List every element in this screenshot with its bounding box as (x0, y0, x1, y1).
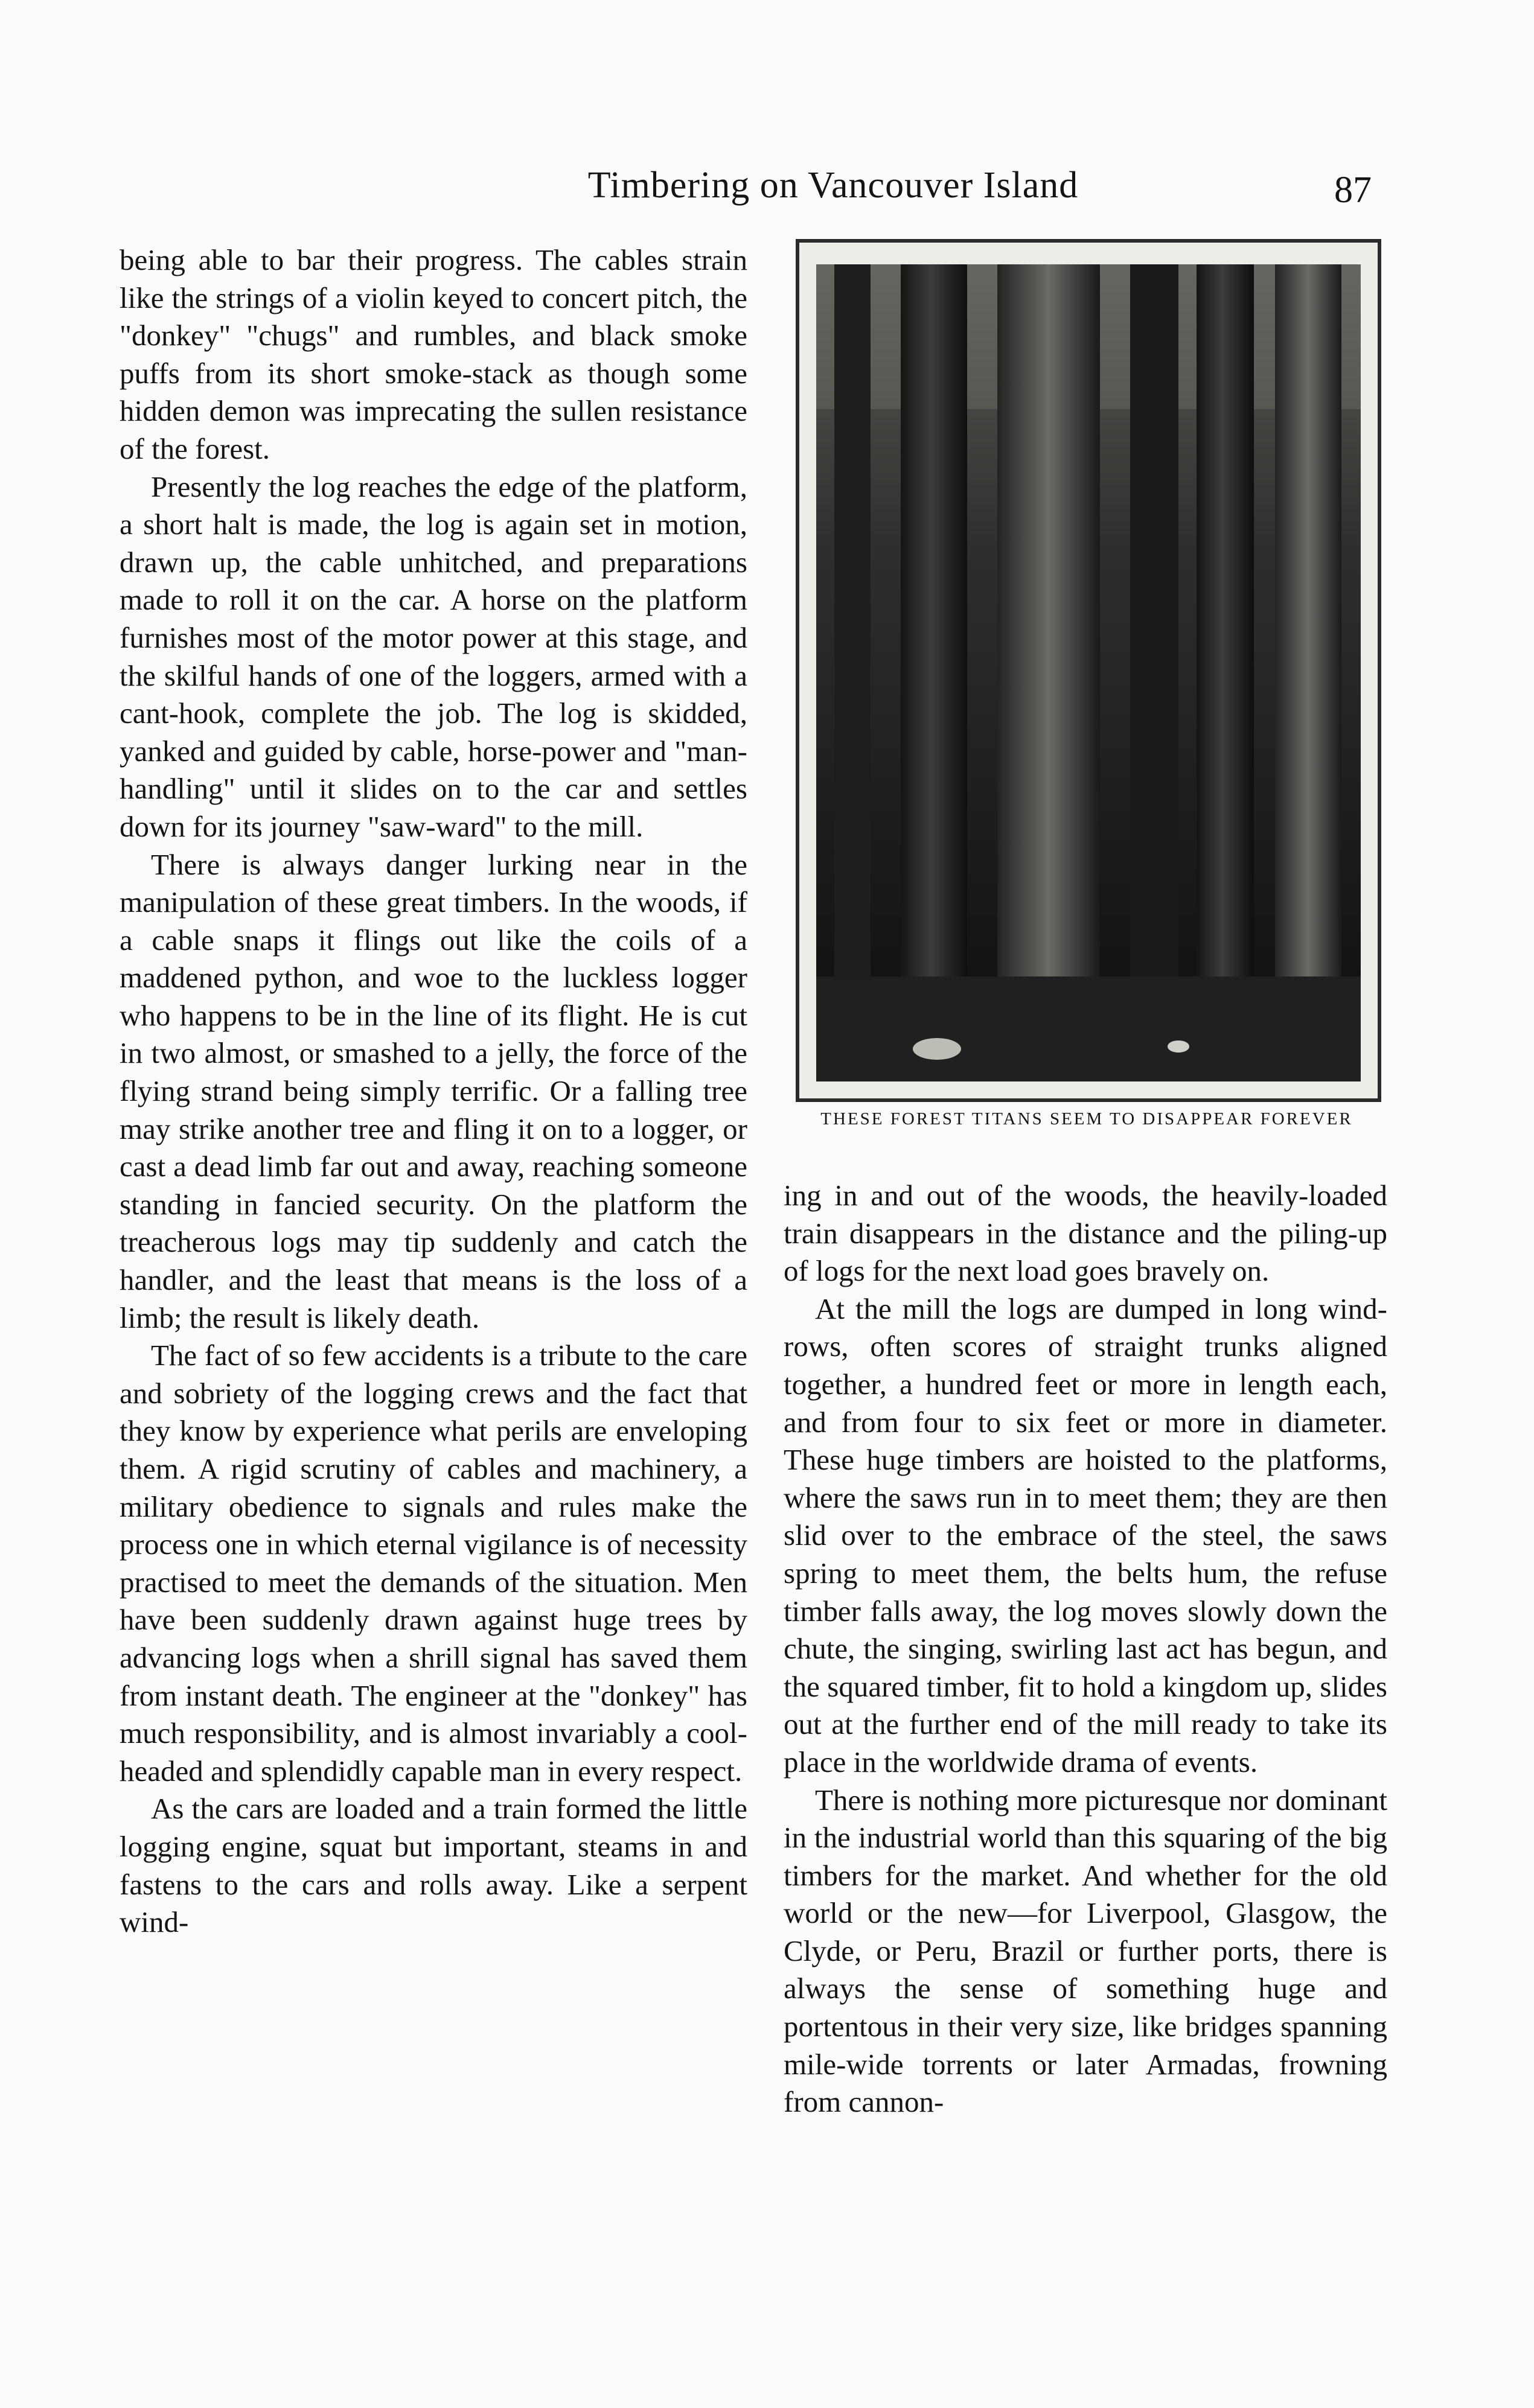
paragraph: There is always danger lurking near in the manipulation of these great timbers. In the woods, if a cable snaps it flings out like the coils of a maddened python, and woe to the luckless logger who happens to be in the line of its flight. He is cut in two almost, or smashed to a jelly, the force of the flying strand being simply terrific. Or a falling tree may strike another tree and fling it on to a logger, or cast a dead limb far out and away, reaching someone standing in fancied security. On the platform the treacherous logs may tip suddenly and catch the handler, and the least that means is the loss of a limb; the result is likely death. (120, 847, 747, 1334)
paragraph: ing in and out of the woods, the heavily-loaded train disappears in the distance and the piling-up of logs for the next load goes bravely on. (784, 1179, 1387, 1288)
forest-photograph (796, 239, 1381, 1102)
right-column (784, 1177, 1387, 2121)
page-number: 87 (1334, 170, 1372, 211)
paragraph: Presently the log reaches the edge of the platform, a short halt is made, the log is again set in motion, drawn up, the cable unhitched, and preparations made to roll it on the car. A horse on the platform furnishes most of the motor power at this stage, and the skilful hands of one of the loggers, armed with a cant-hook, complete the job. The log is skidded, yanked and guided by cable, horse-power and "man-handling" until it slides on to the car and settles down for its journey "saw-ward" to the mill. (120, 470, 747, 843)
paragraph: being able to bar their progress. The cables strain like the strings of a violin keyed to concert pitch, the "donkey" "chugs" and rumbles, and black smoke puffs from its short smoke-stack as though some hidden demon was imprecating the sullen resistance of the forest. (120, 243, 747, 465)
running-head: Timbering on Vancouver Island (587, 165, 1079, 206)
paragraph: As the cars are loaded and a train formed the little logging engine, squat but important, steams in and fastens to the cars and rolls away. Like a serpent wind- (120, 1792, 747, 1939)
left-column (120, 241, 747, 1941)
forest-photo-illustration (816, 264, 1361, 1081)
paragraph: At the mill the logs are dumped in long wind-rows, often scores of straight trunks aligned together, a hundred feet or more in length each, and from four to six feet or more in diameter. These huge timbers are hoisted to the platforms, where the saws run in to meet them; they are then slid over to the embrace of the steel, the saws spring to meet them, the belts hum, the refuse timber falls away, the log moves slowly down the chute, the singing, swirling last act has begun, and the squared timber, fit to hold a kingdom up, slides out at the further end of the mill ready to take its place in the worldwide drama of events. (784, 1292, 1387, 1779)
paragraph: The fact of so few accidents is a tribute to the care and sobriety of the logging crews and the fact that they know by experience what perils are enveloping them. A rigid scrutiny of cables and machinery, a military obedience to signals and rules make the process one in which eternal vigilance is of necessity practised to meet the demands of the situation. Men have been suddenly drawn against huge trees by advancing logs when a shrill signal has saved them from instant death. The engineer at the "donkey" has much responsibility, and is almost invariably a cool-headed and splendidly capable man in every respect. (120, 1339, 747, 1788)
figure-caption: THESE FOREST TITANS SEEM TO DISAPPEAR FOREVER (820, 1109, 1353, 1129)
paragraph: There is nothing more picturesque nor dominant in the industrial world than this squaring of the big timbers for the market. And whether for the old world or the new—for Liverpool, Glasgow, the Clyde, or Peru, Brazil or further ports, there is always the sense of something huge and portentous in their very size, like bridges spanning mile-wide torrents or later Armadas, frowning from cannon- (784, 1783, 1387, 2119)
